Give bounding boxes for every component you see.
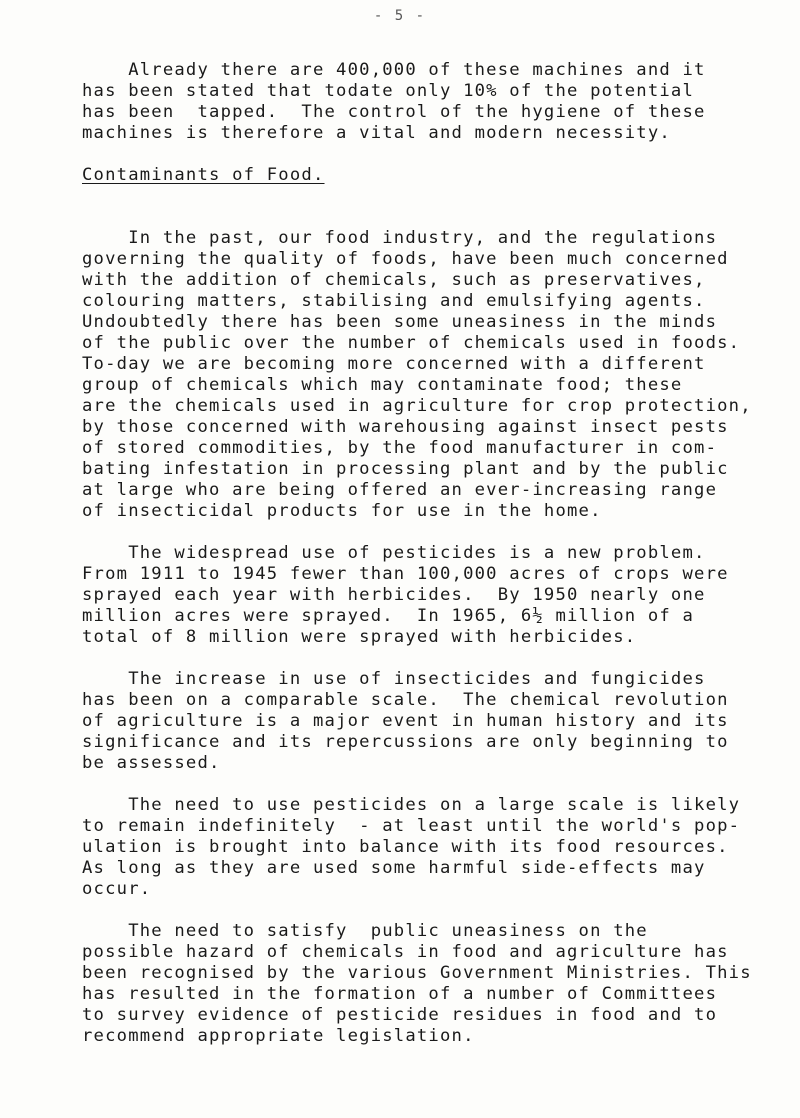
section-heading [82,165,782,207]
text-line: to remain indefinitely - at least until the world's pop- [82,816,741,836]
text-line: The need to use pesticides on a large scale is likely [82,795,741,815]
text-line: has been stated that todate only 10% of the potential [82,81,695,101]
text-line: recommend appropriate legislation. [82,1026,475,1046]
paragraph [82,228,782,522]
text-line: Undoubtedly there has been some uneasiness in the minds [82,312,718,332]
text-line: governing the quality of foods, have been much concerned [82,249,729,269]
text-line: bating infestation in processing plant and by the public [82,459,729,479]
page-number: - 5 - [373,8,427,24]
text-line: to survey evidence of pesticide residues in food and to [82,1005,718,1025]
text-line: with the addition of chemicals, such as preservatives, [82,270,706,290]
text-line: of stored commodities, by the food manufacturer in com- [82,438,718,458]
text-line: by those concerned with warehousing against insect pests [82,417,729,437]
text-line: be assessed. [82,753,221,773]
document-body [82,60,782,1068]
text-line: sprayed each year with herbicides. By 1950 nearly one [82,585,706,605]
paragraph [82,543,782,648]
paragraph [82,921,782,1047]
text-line: occur. [82,879,152,899]
text-line: From 1911 to 1945 fewer than 100,000 acres of crops were [82,564,729,584]
text-line: are the chemicals used in agriculture for crop protection, [82,396,752,416]
text-line: The need to satisfy public uneasiness on the [82,921,648,941]
text-line: ulation is brought into balance with its food resources. [82,837,729,857]
text-line: been recognised by the various Government Ministries. This [82,963,752,983]
section-heading-text: Contaminants of Food. [82,165,325,185]
text-line: In the past, our food industry, and the regulations [82,228,718,248]
paragraph [82,795,782,900]
text-line: of insecticidal products for use in the home. [82,501,602,521]
text-line: machines is therefore a vital and modern necessity. [82,123,671,143]
text-line: has been on a comparable scale. The chemical revolution [82,690,729,710]
text-line: significance and its repercussions are only beginning to [82,732,729,752]
paragraph [82,669,782,774]
text-line: of agriculture is a major event in human history and its [82,711,729,731]
text-line: possible hazard of chemicals in food and agriculture has [82,942,729,962]
text-line: total of 8 million were sprayed with herbicides. [82,627,637,647]
text-line: group of chemicals which may contaminate food; these [82,375,683,395]
text-line: As long as they are used some harmful side-effects may [82,858,706,878]
text-line: colouring matters, stabilising and emulsifying agents. [82,291,706,311]
paragraph [82,60,782,144]
text-line: has resulted in the formation of a number of Committees [82,984,718,1004]
text-line: The widespread use of pesticides is a new problem. [82,543,706,563]
text-line: has been tapped. The control of the hygiene of these [82,102,706,122]
text-line: Already there are 400,000 of these machines and it [82,60,706,80]
text-line: To-day we are becoming more concerned with a different [82,354,706,374]
text-line: million acres were sprayed. In 1965, 6½ million of a [82,606,695,626]
text-line: The increase in use of insecticides and fungicides [82,669,706,689]
text-line: of the public over the number of chemicals used in foods. [82,333,741,353]
text-line: at large who are being offered an ever-increasing range [82,480,718,500]
